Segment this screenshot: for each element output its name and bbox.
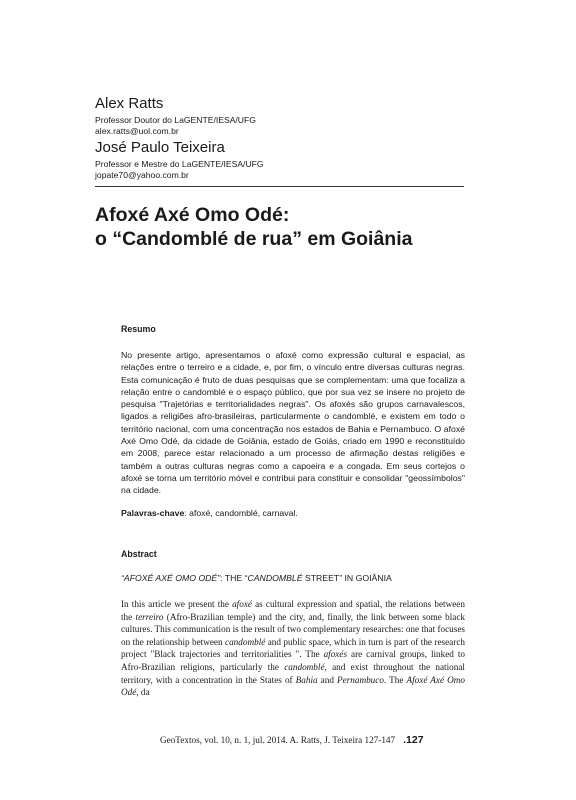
abstract-text-run: In this article we present the [121,599,233,609]
abstract-text-run: as cultural expression and spatial, the relations between the [121,599,465,622]
author-name: Alex Ratts [95,95,164,112]
author-email[interactable]: jopate70@yahoo.com.br [95,170,189,180]
author-block-1 [95,95,256,137]
abstract-paragraph [121,598,465,699]
resumo-paragraph: No presente artigo, apresentamos o afoxé como expressão cultural e espacial, as relações entre o terreiro e a cidade, e, por fim, o vínculo entre diversas culturas negras. Esta comunicação é fruto de duas pesquisas que se complementam: uma que focaliza a relação entre o candomblé e o espaço público, que por sua vez se insere no projeto de pesquisa "Trajetórias e territorialidades negras". Os afoxés são grupos carnavalescos, ligados a religiões afro-brasileiras, particularmente o candomblé, e existem em todo o território nacional, com uma concentração nos estados de Bahia e Pernambuco. O afoxé Axé Omo Odé, da cidade de Goiânia, estado de Goiás, criado em 1990 e reconstituído em 2008, parece estar relacionado a um processo de afirmação destas religiões e também a outras culturas negras como a capoeira e a congada. Em seus cortejos o afoxé se torna um território móvel e contribui para constituir e consolidar "geossímbolos" na cidade. [121,350,465,496]
keywords [121,507,465,519]
abstract-subtitle-part: CANDOMBLÉ [247,573,303,583]
keywords-values: : afoxé, candomblé, carnaval. [184,507,298,518]
abstract-text-run: and [317,674,337,685]
abstract-section [121,549,465,699]
author-block-2 [95,139,264,181]
abstract-text-run: , and exist throughout the national territory, with a concentration in the States of [121,661,465,685]
abstract-italic-run: Pernambuco [337,674,384,685]
resumo-section [121,324,465,519]
keywords-label: Palavras-chave [121,507,185,518]
abstract-body [121,598,465,699]
abstract-italic-run: Afoxé Axé Omo Odé [121,674,465,698]
article-title [95,203,412,251]
abstract-text-run: . The [383,674,407,685]
abstract-heading: Abstract [121,549,157,559]
abstract-text-run: and public space, which in turn is part of the research project "Black trajectories and territorialities ". The [121,636,465,660]
abstract-italic-run: Bahia [295,674,318,685]
abstract-italic-run: candomblé [284,661,325,672]
abstract-text-run: (Afro-Brazilian temple) and the city, and, finally, the link between some black cultures. This communication is the result of two complementary researches: one that focuses on the relationship between [121,611,466,647]
article-title-line-2: o “Candomblé de rua” em Goiânia [95,228,413,250]
abstract-text-run: are carnival groups, linked to Afro-Brazilian religions, particularly the [121,649,465,672]
abstract-subtitle [121,573,465,584]
abstract-italic-run: candomblé [225,636,266,647]
footer-citation: GeoTextos, vol. 10, n. 1, jul. 2014. A. Ratts, J. Teixeira 127-147 [160,735,396,745]
article-title-line-1: Afoxé Axé Omo Odé: [95,204,290,226]
abstract-text-run: , da [136,687,150,698]
author-affiliation: Professor e Mestre do LaGENTE/IESA/UFG [95,159,264,169]
resumo-body [121,349,465,497]
abstract-subtitle-part: : THE “ [220,573,248,583]
page-number: .127 [403,734,424,746]
page-footer [160,734,424,746]
abstract-italic-run: afoxés [323,649,348,660]
abstract-subtitle-part: “AFOXÉ AXÉ OMO ODÉ” [121,573,221,583]
abstract-subtitle-part: STREET” IN GOIÂNIA [302,573,392,583]
author-name: José Paulo Teixeira [95,139,225,156]
header-divider [95,186,464,187]
abstract-italic-run: terreiro [135,611,164,622]
author-email[interactable]: alex.ratts@uol.com.br [95,126,179,136]
resumo-heading: Resumo [121,324,156,334]
abstract-italic-run: afoxé [232,599,252,609]
author-affiliation: Professor Doutor do LaGENTE/IESA/UFG [95,115,256,125]
